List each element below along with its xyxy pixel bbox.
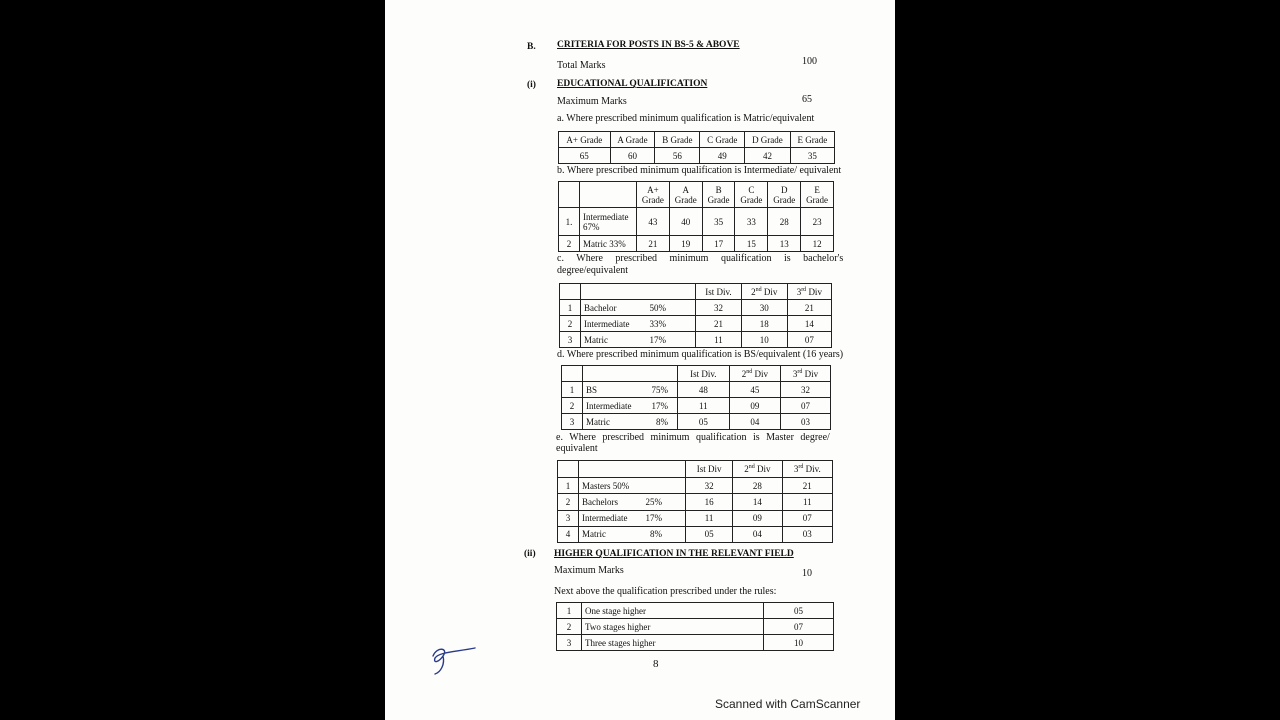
table-row	[559, 148, 835, 164]
row-label: Intermediate 33%	[581, 316, 696, 332]
table-header: Ist Div.	[696, 284, 742, 300]
table-c	[559, 283, 832, 348]
caption-a: a. Where prescribed minimum qualification is Matric/equivalent	[557, 113, 815, 124]
table-row	[557, 619, 834, 635]
table-row	[559, 236, 834, 252]
table-cell: 65	[559, 148, 611, 164]
table-row	[557, 603, 834, 619]
table-header: 2nd Div	[729, 366, 780, 382]
row-number: 3	[562, 414, 583, 430]
table-cell: 17	[702, 236, 735, 252]
table-header: D Grade	[745, 132, 790, 148]
table-row	[562, 382, 831, 398]
table-cell: 35	[790, 148, 834, 164]
caption-d: d. Where prescribed minimum qualification is BS/equivalent (16 years)	[557, 349, 844, 360]
table-cell: 04	[733, 526, 782, 542]
table-cell: 45	[729, 382, 780, 398]
table-cell: 21	[696, 316, 742, 332]
table-cell: 19	[669, 236, 702, 252]
section-numeral: (i)	[527, 80, 536, 90]
table-header: E Grade	[790, 132, 834, 148]
caption-c-line1: c. Where prescribed minimum qualification is bachelor's	[557, 253, 844, 264]
table-row	[558, 478, 833, 494]
table-d	[561, 365, 831, 430]
row-label: Bachelors 25%	[579, 494, 686, 510]
table-cell: 12	[801, 236, 834, 252]
table-header-blank	[579, 461, 686, 478]
table-cell: 43	[637, 208, 670, 236]
page-number: 8	[653, 658, 659, 670]
table-header-blank	[560, 284, 581, 300]
table-cell: 18	[741, 316, 787, 332]
table-cell: 48	[678, 382, 730, 398]
row-number: 3	[560, 332, 581, 348]
table-cell: 32	[696, 300, 742, 316]
section-ii-title: HIGHER QUALIFICATION IN THE RELEVANT FIELD	[554, 549, 794, 559]
table-a	[558, 131, 835, 164]
table-row	[560, 332, 832, 348]
table-header: A Grade	[669, 182, 702, 208]
table-cell: 23	[801, 208, 834, 236]
caption-c-line2: degree/equivalent	[557, 265, 629, 276]
table-header-blank	[581, 284, 696, 300]
table-ii	[556, 602, 834, 651]
table-cell: 15	[735, 236, 768, 252]
table-header-blank	[558, 461, 579, 478]
table-cell: 28	[733, 478, 782, 494]
row-label: Three stages higher	[582, 635, 764, 651]
row-number: 1	[558, 478, 579, 494]
max-marks-value: 10	[802, 568, 812, 579]
row-label: Matric 8%	[579, 526, 686, 542]
table-header: C Grade	[700, 132, 745, 148]
table-cell: 11	[678, 398, 730, 414]
table-cell: 09	[729, 398, 780, 414]
table-header: A+ Grade	[637, 182, 670, 208]
table-header: 3rd Div	[781, 366, 831, 382]
row-label: Intermediate 17%	[579, 510, 686, 526]
table-cell: 32	[781, 382, 831, 398]
table-row	[562, 398, 831, 414]
table-cell: 07	[787, 332, 831, 348]
caption-b: b. Where prescribed minimum qualification is Intermediate/ equivalent	[557, 165, 842, 176]
table-cell: 04	[729, 414, 780, 430]
table-header: A+ Grade	[559, 132, 611, 148]
table-cell: 35	[702, 208, 735, 236]
table-header: A Grade	[610, 132, 655, 148]
max-marks-label: Maximum Marks	[554, 565, 624, 576]
table-cell: 60	[610, 148, 655, 164]
table-row	[559, 208, 834, 236]
row-number: 4	[558, 526, 579, 542]
table-cell: 11	[686, 510, 733, 526]
table-header-blank	[583, 366, 678, 382]
table-cell: 11	[696, 332, 742, 348]
caption-e-line1: e. Where prescribed minimum qualification is Master degree/	[556, 432, 830, 443]
row-label: Matric 33%	[580, 236, 637, 252]
row-label: Masters 50%	[579, 478, 686, 494]
table-cell: 32	[686, 478, 733, 494]
table-row	[557, 635, 834, 651]
table-cell: 11	[782, 494, 832, 510]
row-number: 2	[558, 494, 579, 510]
table-cell: 13	[768, 236, 801, 252]
table-cell: 28	[768, 208, 801, 236]
table-cell: 05	[686, 526, 733, 542]
row-number: 2	[560, 316, 581, 332]
table-cell: 16	[686, 494, 733, 510]
total-marks-value: 100	[802, 56, 817, 67]
table-header: Ist Div	[686, 461, 733, 478]
table-header-blank	[580, 182, 637, 208]
table-row	[560, 300, 832, 316]
max-marks-label: Maximum Marks	[557, 96, 627, 107]
table-row	[560, 316, 832, 332]
row-number: 1	[562, 382, 583, 398]
row-number: 2	[562, 398, 583, 414]
table-cell: 14	[733, 494, 782, 510]
table-header: 2nd Div	[733, 461, 782, 478]
table-cell: 30	[741, 300, 787, 316]
table-header: Ist Div.	[678, 366, 730, 382]
row-label: Two stages higher	[582, 619, 764, 635]
row-number: 2	[559, 236, 580, 252]
table-cell: 33	[735, 208, 768, 236]
signature-mark	[427, 642, 479, 676]
table-header: B Grade	[655, 132, 700, 148]
table-cell: 21	[782, 478, 832, 494]
table-header: 3rd Div	[787, 284, 831, 300]
table-header: D Grade	[768, 182, 801, 208]
table-row	[562, 414, 831, 430]
table-cell: 56	[655, 148, 700, 164]
section-numeral: (ii)	[524, 549, 536, 559]
row-label: One stage higher	[582, 603, 764, 619]
caption-ii: Next above the qualification prescribed under the rules:	[554, 586, 777, 597]
table-cell: 07	[781, 398, 831, 414]
table-header: 2nd Div	[741, 284, 787, 300]
table-cell: 10	[741, 332, 787, 348]
table-header-blank	[559, 182, 580, 208]
table-header: E Grade	[801, 182, 834, 208]
table-cell: 09	[733, 510, 782, 526]
table-row	[558, 526, 833, 542]
table-header: C Grade	[735, 182, 768, 208]
row-label: Matric 8%	[583, 414, 678, 430]
table-b	[558, 181, 834, 252]
table-header: 3rd Div.	[782, 461, 832, 478]
table-cell: 40	[669, 208, 702, 236]
section-b-title: CRITERIA FOR POSTS IN BS-5 & ABOVE	[557, 40, 740, 50]
table-cell: 21	[787, 300, 831, 316]
row-number: 1.	[559, 208, 580, 236]
table-cell: 07	[764, 619, 834, 635]
total-marks-label: Total Marks	[557, 60, 606, 71]
row-label: Intermediate 67%	[580, 208, 637, 236]
table-cell: 07	[782, 510, 832, 526]
table-cell: 14	[787, 316, 831, 332]
row-number: 3	[558, 510, 579, 526]
row-number: 1	[557, 603, 582, 619]
caption-e-line2: equivalent	[556, 443, 598, 454]
table-row	[558, 494, 833, 510]
row-number: 2	[557, 619, 582, 635]
table-row	[558, 510, 833, 526]
section-i-title: EDUCATIONAL QUALIFICATION	[557, 79, 708, 89]
row-number: 3	[557, 635, 582, 651]
table-cell: 05	[678, 414, 730, 430]
row-label: Matric 17%	[581, 332, 696, 348]
section-letter: B.	[527, 42, 536, 52]
row-number: 1	[560, 300, 581, 316]
table-cell: 42	[745, 148, 790, 164]
table-header: B Grade	[702, 182, 735, 208]
table-cell: 21	[637, 236, 670, 252]
max-marks-value: 65	[802, 94, 812, 105]
scanned-page	[385, 0, 895, 720]
table-cell: 10	[764, 635, 834, 651]
table-e	[557, 460, 833, 543]
row-label: Intermediate 17%	[583, 398, 678, 414]
table-cell: 03	[781, 414, 831, 430]
scanner-watermark: Scanned with CamScanner	[715, 697, 861, 711]
table-cell: 03	[782, 526, 832, 542]
row-label: BS 75%	[583, 382, 678, 398]
table-cell: 05	[764, 603, 834, 619]
table-cell: 49	[700, 148, 745, 164]
row-label: Bachelor 50%	[581, 300, 696, 316]
table-header-blank	[562, 366, 583, 382]
